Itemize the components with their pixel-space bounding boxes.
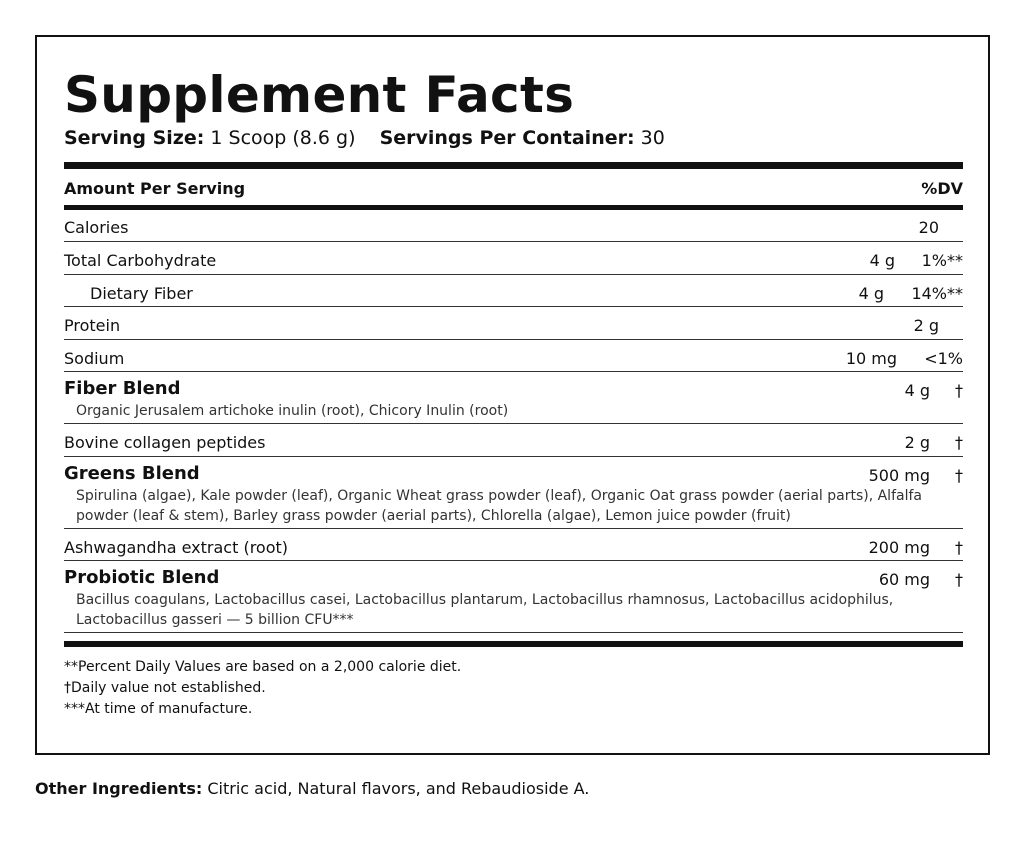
table-row	[64, 275, 963, 307]
nutrient-name: Total Carbohydrate	[64, 251, 217, 270]
servings-per-container-label: Servings Per Container:	[379, 127, 635, 149]
thick-divider-top	[64, 162, 963, 169]
serving-size-value: 1 Scoop (8.6 g)	[210, 127, 356, 149]
dagger-mark: †	[955, 570, 963, 589]
blend-amount: 4 g	[904, 381, 930, 400]
nutrient-value: 20	[918, 218, 939, 237]
blend-name: Fiber Blend	[64, 378, 181, 399]
table-row	[64, 340, 963, 372]
blend-ingredients: Organic Jerusalem artichoke inulin (root), Chicory Inulin (root)	[76, 403, 509, 419]
table-row	[64, 424, 963, 457]
blend-ingredients: Bacillus coagulans, Lactobacillus casei, Lactobacillus plantarum, Lactobacillus rhamnosus, Lactobacillus acidophilus, Lactobacillus gasseri — 5 billion CFU***	[76, 592, 894, 628]
nutrient-amount: 10 mg	[845, 349, 897, 368]
footnote-dv: **Percent Daily Values are based on a 2,000 calorie diet.	[64, 659, 462, 675]
nutrient-amount: 200 mg	[868, 538, 930, 557]
nutrient-amount: 4 g	[869, 251, 895, 270]
dagger-mark: †	[955, 381, 963, 400]
nutrient-name: Sodium	[64, 349, 125, 368]
other-ingredients-value: Citric acid, Natural flavors, and Rebaudioside A.	[207, 779, 590, 798]
table-row	[64, 372, 963, 424]
dagger-mark: †	[955, 538, 963, 557]
nutrient-table	[64, 209, 963, 633]
nutrient-dv: 14%**	[911, 284, 963, 303]
table-row	[64, 307, 963, 340]
dagger-mark: †	[955, 433, 963, 452]
nutrient-dv: 1%**	[921, 251, 963, 270]
nutrient-amount: 4 g	[858, 284, 884, 303]
other-ingredients-label: Other Ingredients:	[35, 779, 203, 798]
nutrient-dv: <1%	[924, 349, 963, 368]
table-row	[64, 242, 963, 275]
footnote-manufacture: ***At time of manufacture.	[64, 701, 253, 717]
dv-header-label: %DV	[921, 179, 963, 198]
nutrient-name: Calories	[64, 218, 129, 237]
nutrient-value: 2 g	[913, 316, 939, 335]
table-row	[64, 209, 963, 242]
footnote-dagger: †Daily value not established.	[64, 680, 266, 696]
nutrient-name: Ashwagandha extract (root)	[64, 538, 289, 557]
table-row	[64, 561, 963, 633]
supplement-facts-panel	[35, 35, 990, 755]
table-row	[64, 529, 963, 561]
footnotes	[64, 657, 461, 720]
nutrient-name: Dietary Fiber	[90, 284, 193, 303]
thick-divider-bottom	[64, 641, 963, 647]
table-row	[64, 457, 963, 529]
panel-title: Supplement Facts	[64, 66, 575, 124]
blend-ingredients: Spirulina (algae), Kale powder (leaf), Organic Wheat grass powder (leaf), Organic Oat grass powder (aerial parts), Alfalfa powder (leaf & stem), Barley grass powder (aerial parts), Chlorella (algae), Lemon juice powder (fruit)	[76, 488, 922, 524]
blend-name: Greens Blend	[64, 463, 200, 484]
blend-name: Probiotic Blend	[64, 567, 220, 588]
servings-per-container-value: 30	[640, 127, 665, 149]
nutrient-name: Bovine collagen peptides	[64, 433, 266, 452]
table-header	[64, 179, 963, 198]
nutrient-name: Protein	[64, 316, 121, 335]
serving-info	[64, 127, 665, 149]
blend-amount: 60 mg	[878, 570, 930, 589]
amount-per-serving-label: Amount Per Serving	[64, 179, 246, 198]
nutrient-amount: 2 g	[904, 433, 930, 452]
other-ingredients	[35, 779, 589, 798]
blend-amount: 500 mg	[868, 466, 930, 485]
dagger-mark: †	[955, 466, 963, 485]
serving-size-label: Serving Size:	[64, 127, 205, 149]
